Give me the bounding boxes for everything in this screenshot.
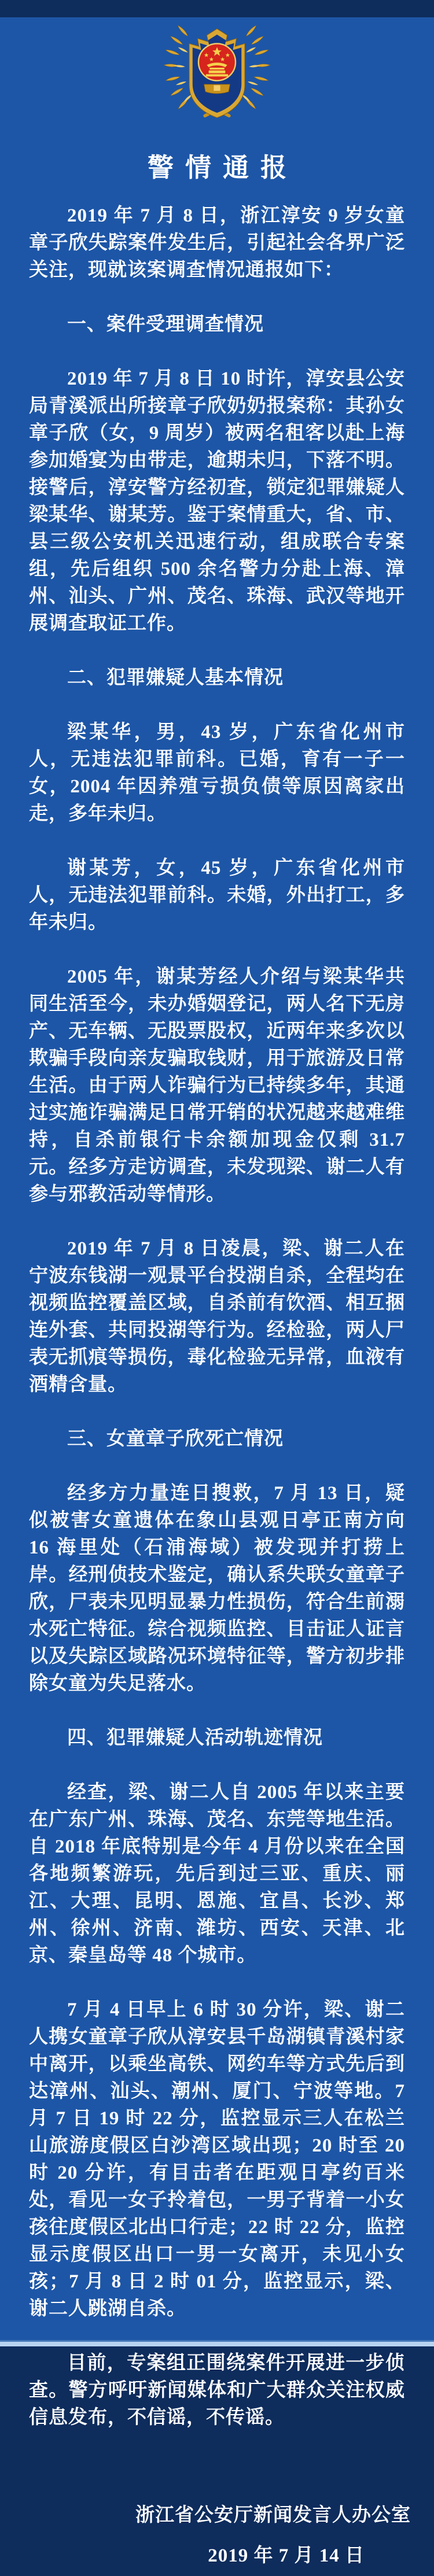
footer-issuer: 浙江省公安厅新闻发言人办公室	[135, 2505, 411, 2526]
paragraph: 经查，梁、谢二人自 2005 年以来主要在广东广州、珠海、茂名、东莞等地生活。自 2018 年底特别是今年 4 月份以来在全国各地频繁游玩，先后到过三亚、重庆、丽江、大理、昆明、恩施、宜昌、长沙、郑州、徐州、济南、潍坊、西安、天津、北京、秦皇岛等 48 个城市。	[29, 1782, 405, 1966]
police-badge-icon	[173, 17, 261, 127]
section-heading: 四、犯罪嫌疑人活动轨迹情况	[67, 1728, 323, 1748]
footer-date: 2019 年 7 月 14 日	[208, 2545, 365, 2566]
footer	[0, 2495, 434, 2576]
page-title: 警情通报	[147, 153, 298, 182]
paragraph: 2005 年，谢某芳经人介绍与梁某华共同生活至今，未办婚姻登记，两人名下无房产、无车辆、无股票股权，近两年来多次以欺骗手段向亲友骗取钱财，用于旅游及日常生活。由于两人诈骗行为已持续多年，其通过实施诈骗满足日常开销的状况越来越难维持，自杀前银行卡余额加现金仅剩 31.7 元。经多方走访调查，未发现梁、谢二人有参与邪教活动等情形。	[29, 966, 405, 1205]
section-heading: 一、案件受理调查情况	[67, 314, 264, 335]
police-notice-page	[0, 17, 434, 2566]
paragraph: 2019 年 7 月 8 日凌晨，梁、谢二人在宁波东钱湖一观景平台投湖自杀，全程均在视频监控覆盖区域，自杀前有饮酒、相互捆连外套、共同投湖等行为。经检验，两人尸表无抓痕等损伤，毒化检验无异常，血液有酒精含量。	[29, 1238, 405, 1395]
section-heading: 二、犯罪嫌疑人基本情况	[67, 667, 284, 688]
bottom-strip	[0, 2340, 434, 2346]
notice-body	[0, 202, 434, 2431]
paragraph: 目前，专案组正围绕案件开展进一步侦查。警方呼吁新闻媒体和广大群众关注权威信息发布，不信谣，不传谣。	[29, 2353, 405, 2428]
paragraph: 2019 年 7 月 8 日 10 时许，淳安县公安局青溪派出所接章子欣奶奶报案称：其孙女章子欣（女，9 周岁）被两名租客以赴上海参加婚宴为由带走，逾期未归，下落不明。接警后，淳安警方经初查，锁定犯罪嫌疑人梁某华、谢某芳。鉴于案情重大，省、市、县三级公安机关迅速行动，组成联合专案组，先后组织 500 余名警力分赴上海、漳州、汕头、广州、茂名、珠海、武汉等地开展调查取证工作。	[29, 368, 405, 634]
paragraph: 经多方力量连日搜救，7 月 13 日，疑似被害女童遗体在象山县观日亭正南方向 16 海里处（石浦海域）被发现并打捞上岸。经刑侦技术鉴定，确认系失联女童章子欣，尸表未见明显暴力性损伤，符合生前溺水死亡特征。综合视频监控、目击证人证言以及失踪区域路况环境特征等，警方初步排除女童为失足落水。	[29, 1483, 405, 1694]
paragraph: 梁某华，男，43 岁，广东省化州市人，无违法犯罪前科。已婚，育有一子一女，2004 年因养殖亏损负债等原因离家出走，多年未归。	[29, 722, 405, 824]
paragraph: 谢某芳，女，45 岁，广东省化州市人，无违法犯罪前科。未婚，外出打工，多年未归。	[29, 858, 405, 933]
section-heading: 三、女童章子欣死亡情况	[67, 1429, 284, 1449]
paragraph: 7 月 4 日早上 6 时 30 分许，梁、谢二人携女童章子欣从淳安县千岛湖镇青溪村家中离开，以乘坐高铁、网约车等方式先后到达漳州、汕头、潮州、厦门、宁波等地。7 月 7 日 19 时 22 分，监控显示三人在松兰山旅游度假区白沙湾区域出现；20 时至 20 时 20 分许，有目击者在距观日亭约百米处，看见一女子拎着包，一男子背着一小女孩往度假区北出口行走；22 时 22 分，监控显示度假区出口一男一女离开，未见小女孩；7 月 8 日 2 时 01 分，监控显示，梁、谢二人跳湖自杀。	[29, 1999, 405, 2319]
paragraph: 2019 年 7 月 8 日，浙江淳安 9 岁女童章子欣失踪案件发生后，引起社会各界广泛关注，现就该案调查情况通报如下：	[29, 205, 405, 281]
